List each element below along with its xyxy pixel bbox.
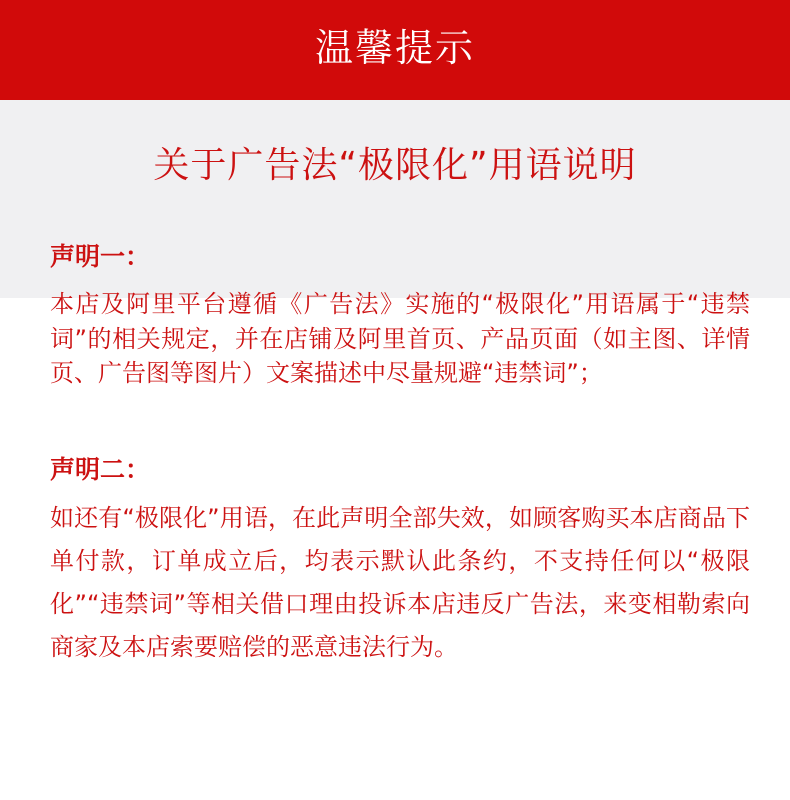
page-title: 温馨提示 [314, 26, 475, 70]
section-text-2: 如还有“极限化”用语，在此声明全部失效，如顾客购买本店商品下单付款，订单成立后，均表示默认此条约，不支持任何以“极限化”“违禁词”等相关借口理由投诉本店违反广告法，来变相勒索向商家及本店索要赔偿的恶意违法行为。 [50, 504, 750, 661]
section-heading-2: 声明二： [50, 455, 151, 484]
header-banner [0, 0, 790, 100]
section-text-1: 本店及阿里平台遵循《广告法》实施的“极限化”用语属于“违禁词”的相关规定，并在店铺及阿里首页、产品页面（如主图、详情页、广告图等图片）文案描述中尽量规避“违禁词”； [50, 290, 750, 387]
section-heading-1: 声明一： [50, 242, 151, 271]
notice-subtitle: 关于广告法“极限化”用语说明 [153, 145, 637, 186]
